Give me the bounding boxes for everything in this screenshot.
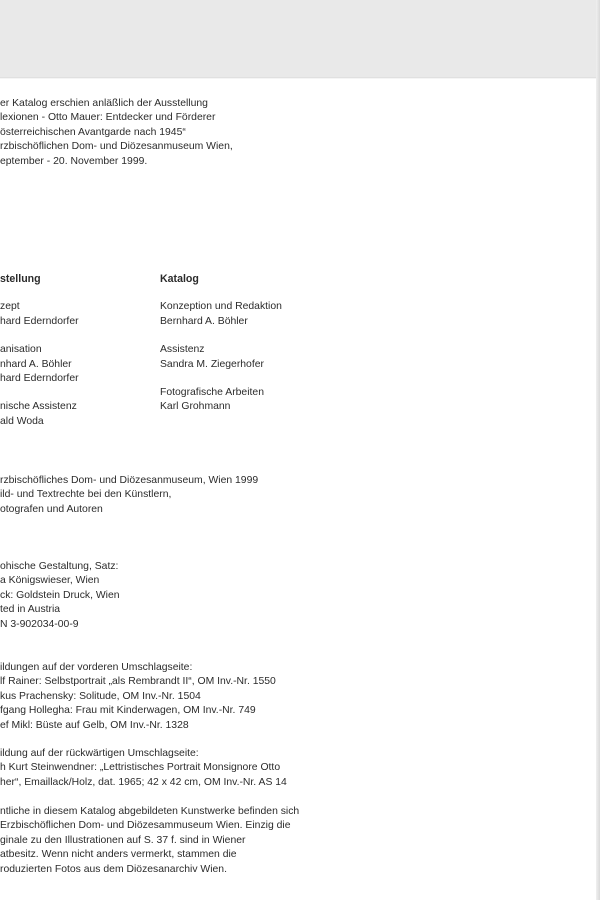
production-block	[0, 560, 120, 632]
credit-role: zept	[0, 301, 20, 313]
front-cover-heading: ildungen auf der vorderen Umschlagseite:	[0, 662, 193, 673]
credit-group	[0, 400, 79, 429]
katalog-heading: Katalog	[160, 273, 199, 285]
ausstellung-column	[0, 272, 79, 429]
credit-person: hard Ederndorfer	[0, 373, 79, 385]
artwork-credit: lf Rainer: Selbstportrait „als Rembrandt II“, OM Inv.-Nr. 1550	[0, 676, 276, 688]
credit-group	[160, 343, 282, 372]
production-line: ted in Austria	[0, 604, 61, 616]
production-line: ohische Gestaltung, Satz:	[0, 561, 119, 572]
credit-person: Karl Grohmann	[160, 401, 231, 413]
artwork-credit: fgang Hollegha: Frau mit Kinderwagen, OM Inv.-Nr. 749	[0, 705, 256, 717]
copyright-block	[0, 474, 258, 517]
credit-role: Assistenz	[160, 344, 205, 356]
back-cover-credits	[0, 747, 287, 790]
credit-role: nische Assistenz	[0, 401, 77, 413]
credit-person: Sandra M. Ziegerhofer	[160, 358, 264, 370]
back-cover-heading: ildung auf der rückwärtigen Umschlagseite:	[0, 748, 199, 759]
artwork-credit: ef Mikl: Büste auf Gelb, OM Inv.-Nr. 1328	[0, 719, 189, 731]
front-cover-credits	[0, 661, 276, 733]
page-right-edge	[596, 0, 600, 900]
intro-line: lexionen - Otto Mauer: Entdecker und Förderer	[0, 112, 216, 124]
copyright-line: rzbischöfliches Dom- und Diözesanmuseum, Wien 1999	[0, 475, 259, 486]
artwork-credit: h Kurt Steinwendner: „Lettristisches Portrait Monsignore Otto	[0, 762, 281, 774]
production-line: a Königswieser, Wien	[0, 575, 100, 587]
closing-line: Erzbischöflichen Dom- und Diözesammuseum Wien. Einzig die	[0, 820, 291, 832]
credit-group	[160, 300, 282, 329]
credit-person: Bernhard A. Böhler	[160, 315, 248, 327]
closing-line: ginale zu den Illustrationen auf S. 37 f. sind in Wiener	[0, 834, 246, 846]
copyright-line: otografen und Autoren	[0, 503, 103, 515]
copyright-line: ild- und Textrechte bei den Künstlern,	[0, 489, 172, 501]
intro-line: rzbischöflichen Dom- und Diözesanmuseum Wien,	[0, 141, 233, 153]
intro-line: österreichischen Avantgarde nach 1945“	[0, 126, 186, 138]
ausstellung-heading: stellung	[0, 273, 41, 285]
production-line: ck: Goldstein Druck, Wien	[0, 589, 120, 601]
isbn-line: N 3-902034-00-9	[0, 618, 79, 630]
katalog-column	[160, 272, 282, 415]
credit-group	[0, 343, 79, 386]
credit-role: Fotografische Arbeiten	[160, 387, 264, 399]
credit-role: anisation	[0, 344, 42, 356]
scan-top-band	[0, 0, 600, 77]
credit-group	[0, 300, 79, 329]
intro-line: eptember - 20. November 1999.	[0, 155, 148, 167]
closing-note	[0, 805, 299, 877]
closing-line: ntliche in diesem Katalog abgebildeten Kunstwerke befinden sich	[0, 806, 300, 817]
credit-person: ald Woda	[0, 415, 44, 427]
credit-group	[160, 386, 282, 415]
artwork-credit: her“, Emaillack/Holz, dat. 1965; 42 x 42 cm, OM Inv.-Nr. AS 14	[0, 776, 287, 788]
intro-line: er Katalog erschien anläßlich der Ausstellung	[0, 98, 208, 109]
credit-role: Konzeption und Redaktion	[160, 301, 282, 313]
intro-paragraph	[0, 97, 233, 169]
credit-person: hard Ederndorfer	[0, 315, 79, 327]
artwork-credit: kus Prachensky: Solitude, OM Inv.-Nr. 1504	[0, 690, 201, 702]
credit-person: nhard A. Böhler	[0, 358, 72, 370]
closing-line: atbesitz. Wenn nicht anders vermerkt, stammen die	[0, 849, 237, 861]
closing-line: roduzierten Fotos aus dem Diözesanarchiv Wien.	[0, 863, 227, 875]
page-edge-shadow	[0, 77, 600, 79]
